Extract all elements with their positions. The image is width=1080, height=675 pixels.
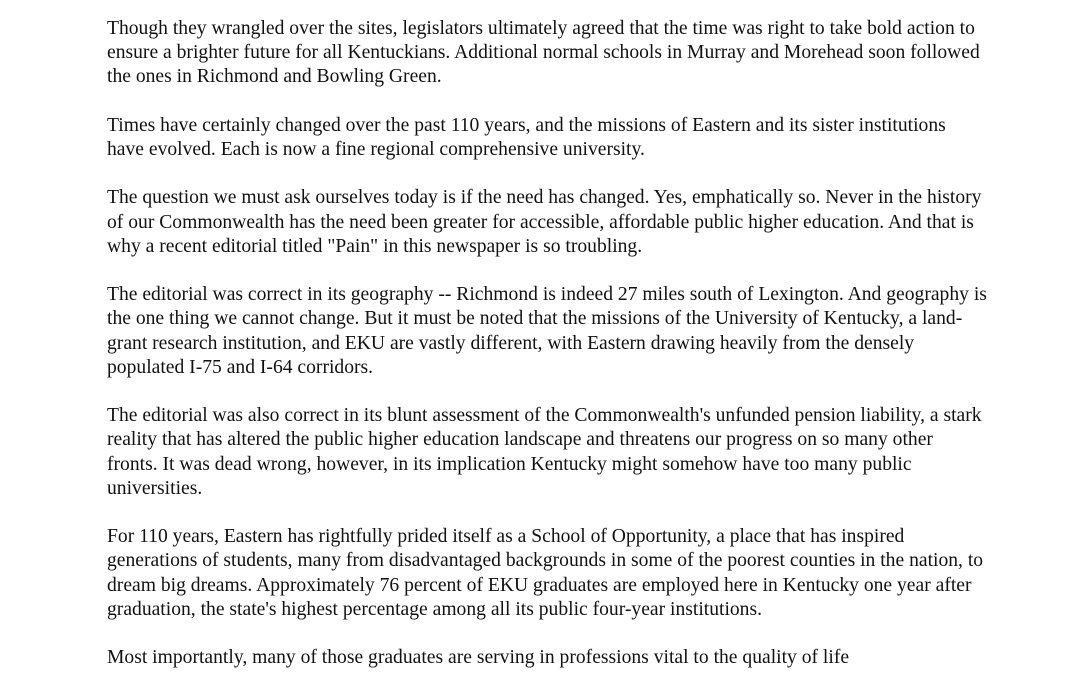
- paragraph-sites: Though they wrangled over the sites, legislators ultimately agreed that the time was right to take bold action to ensure a brighter future for all Kentuckians. Additional normal schools in Murray and Morehead soon followed the ones in Richmond and Bowling Green.: [107, 18, 980, 88]
- paragraph-pension: The editorial was also correct in its blunt assessment of the Commonwealth's unfunded pension liability, a stark reality that has altered the public higher education landscape and threatens our progress on so many other fronts. It was dead wrong, however, in its implication Kentucky might somehow have too many public universities.: [107, 405, 982, 499]
- paragraph-graduates: Most importantly, many of those graduates are serving in professions vital to the quality of life: [107, 647, 850, 669]
- paragraph-opportunity: For 110 years, Eastern has rightfully prided itself as a School of Opportunity, a place that has inspired generations of students, many from disadvantaged backgrounds in some of the poorest counties in the nation, to dream big dreams. Approximately 76 percent of EKU graduates are employed here in Kentucky one year after graduation, the state's highest percentage among all its public four-year institutions.: [107, 526, 984, 620]
- paragraph-geography: The editorial was correct in its geography -- Richmond is indeed 27 miles south of Lexington. And geography is the one thing we cannot change. But it must be noted that the missions of the University of Kentucky, a land-grant research institution, and EKU are vastly different, with Eastern drawing heavily from the densely populated I-75 and I-64 corridors.: [107, 284, 987, 378]
- paragraph-times-changed: Times have certainly changed over the past 110 years, and the missions of Eastern and its sister institutions have evolved. Each is now a fine regional comprehensive university.: [107, 114, 946, 160]
- document-body: [107, 17, 987, 675]
- paragraph-question: The question we must ask ourselves today is if the need has changed. Yes, emphatically so. Never in the history of our Commonwealth has the need been greater for accessible, affordable public higher education. And that is why a recent editorial titled "Pain" in this newspaper is so troubling.: [107, 187, 982, 257]
